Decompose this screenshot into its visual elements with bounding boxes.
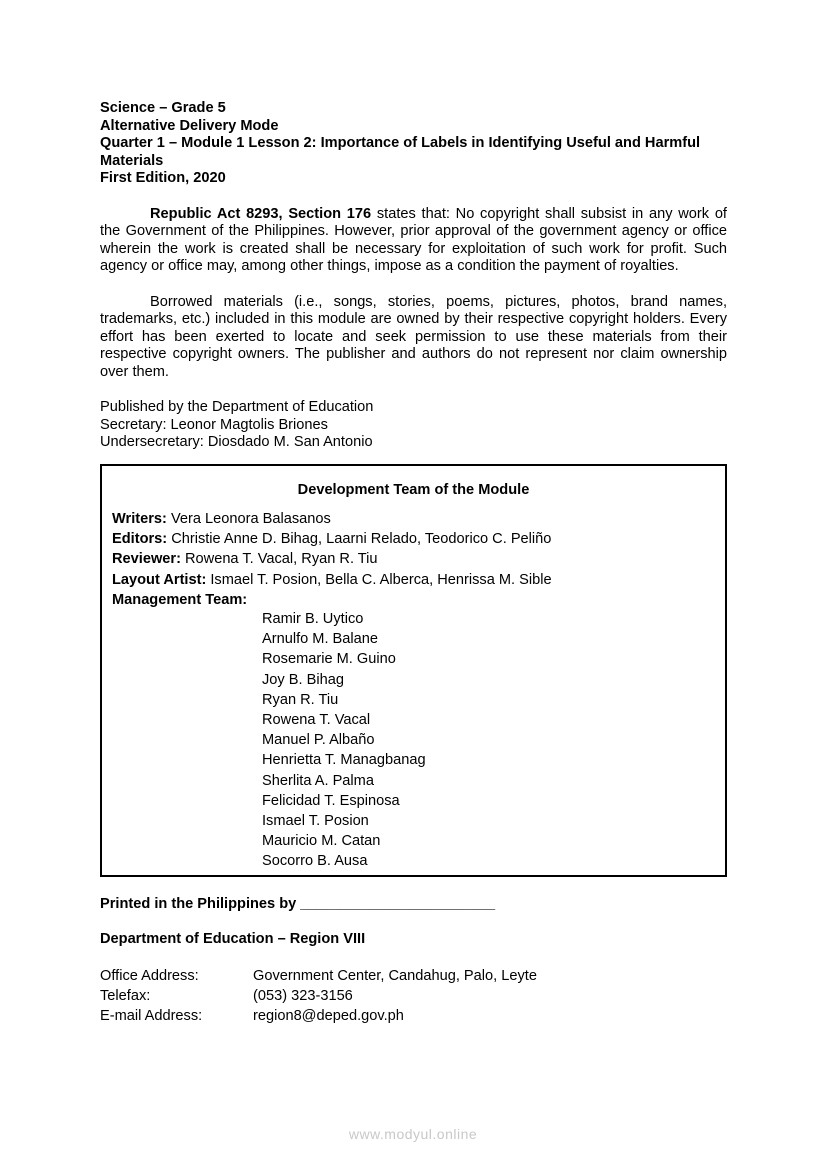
contact-value: region8@deped.gov.ph: [253, 1008, 404, 1025]
contact-value: Government Center, Candahug, Palo, Leyte: [253, 968, 537, 984]
writers-label: Writers:: [112, 511, 167, 527]
management-member: Rosemarie M. Guino: [262, 651, 396, 668]
copyright-lead: Republic Act 8293, Section 176: [150, 205, 372, 222]
secretary-line: Secretary: Leonor Magtolis Briones: [100, 416, 328, 433]
management-label: Management Team:: [112, 591, 248, 608]
writers-line: [112, 509, 552, 529]
printed-by: Printed in the Philippines by ________________________: [100, 896, 496, 912]
management-member: Ramir B. Uytico: [262, 611, 364, 627]
contact-row: [100, 966, 537, 986]
contact-label: E-mail Address:: [100, 1008, 203, 1025]
header-lesson: Quarter 1 – Module 1 Lesson 2: Importance of Labels in Identifying Useful and Harmful: [100, 135, 701, 151]
team-title: Development Team of the Module: [297, 482, 530, 498]
editors-label: Editors:: [112, 531, 168, 548]
region-heading: Department of Education – Region VIII: [100, 931, 366, 947]
management-line: [112, 590, 552, 610]
copyright-text: states that: No copyright shall subsist in any work of the Government of the Philippines. However, prior approval of the government agency or office wherein the work is created shall be necessary for exploitation of such work for profit. Such agency or office may, among other things, impose as a condition the payment of royalties.: [100, 205, 727, 274]
publisher-line: Published by the Department of Education: [100, 399, 374, 415]
document-page: [100, 100, 727, 452]
development-team-box: [100, 464, 727, 877]
contact-info: [100, 966, 537, 1027]
contact-label: Telefax:: [100, 988, 151, 1005]
layout-artist-label: Layout Artist:: [112, 571, 207, 588]
management-member: Manuel P. Albaño: [262, 732, 375, 749]
header-lesson-cont: Materials: [100, 152, 164, 169]
borrowed-text: Borrowed materials (i.e., songs, stories, poems, pictures, photos, brand names, trademarks, etc.) included in this module are owned by their respective copyright holders. Every effort has been exerted to locate and seek permission to use these materials from their respective copyright owners. The publisher and authors do not represent nor claim ownership over them.: [100, 293, 727, 380]
editors-value: Christie Anne D. Bihag, Laarni Relado, Teodorico C. Peliño: [167, 531, 552, 548]
contact-label: Office Address:: [100, 968, 199, 984]
management-member: Joy B. Bihag: [262, 671, 344, 688]
borrowed-paragraph: [100, 294, 727, 382]
management-member: Ismael T. Posion: [262, 813, 369, 830]
undersecretary-line: Undersecretary: Diosdado M. San Antonio: [100, 434, 373, 450]
management-member: Henrietta T. Managbanag: [262, 752, 426, 769]
writers-value: Vera Leonora Balasanos: [166, 511, 331, 527]
header-mode: Alternative Delivery Mode: [100, 117, 279, 134]
management-list: [262, 609, 426, 872]
contact-row: [100, 1006, 537, 1026]
management-member: Mauricio M. Catan: [262, 833, 381, 850]
contact-value: (053) 323-3156: [253, 988, 353, 1005]
management-member: Rowena T. Vacal: [262, 712, 371, 729]
layout-artist-value: Ismael T. Posion, Bella C. Alberca, Henrissa M. Sible: [206, 571, 552, 588]
management-member: Felicidad T. Espinosa: [262, 792, 400, 809]
module-header: [100, 100, 727, 188]
reviewer-label: Reviewer:: [112, 551, 181, 568]
header-edition: First Edition, 2020: [100, 170, 226, 186]
watermark: www.modyul.online: [348, 1126, 478, 1142]
management-member: Socorro B. Ausa: [262, 853, 368, 870]
reviewer-line: [112, 549, 552, 569]
management-member: Arnulfo M. Balane: [262, 631, 379, 648]
editors-line: [112, 529, 552, 549]
header-subject: Science – Grade 5: [100, 100, 226, 116]
team-credits: [112, 509, 552, 610]
layout-artist-line: [112, 570, 552, 590]
reviewer-value: Rowena T. Vacal, Ryan R. Tiu: [180, 551, 378, 568]
management-member: Ryan R. Tiu: [262, 691, 339, 708]
contact-row: [100, 986, 537, 1006]
publisher-info: [100, 399, 727, 452]
management-member: Sherlita A. Palma: [262, 772, 374, 789]
copyright-paragraph: [100, 206, 727, 276]
